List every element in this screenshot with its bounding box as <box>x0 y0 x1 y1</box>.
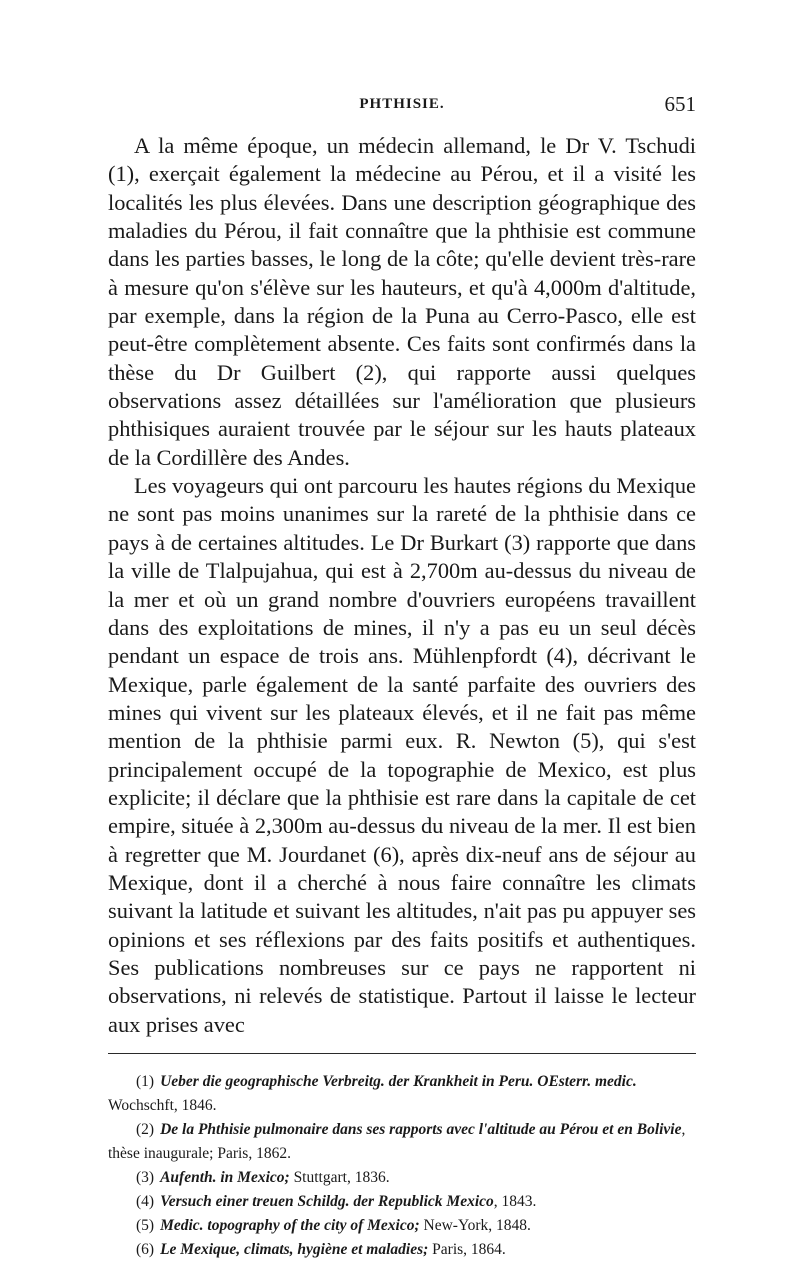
footnote-number: (3) <box>136 1169 155 1186</box>
footnote-title: Le Mexique, climats, hygiène et maladies; <box>160 1241 429 1258</box>
footnote-number: (5) <box>136 1217 155 1234</box>
footnotes <box>108 1070 696 1262</box>
footnote-details: Stuttgart, 1836. <box>289 1169 390 1186</box>
footnote-1 <box>108 1070 696 1118</box>
footnote-title: Medic. topography of the city of Mexico; <box>160 1217 420 1234</box>
running-title: PHTHISIE. <box>359 96 445 112</box>
footnote-5 <box>108 1214 696 1238</box>
footnote-number: (1) <box>136 1073 155 1090</box>
footnote-title: Aufenth. in Mexico; <box>160 1169 290 1186</box>
paragraph-2: Les voyageurs qui ont parcouru les hautes régions du Mexique ne sont pas moins unanimes sur la rareté de la phthisie dans ce pays à de certaines altitudes. Le Dr Burkart (3) rapporte que dans la ville de Tlalpujahua, qui est à 2,700m au-dessus du niveau de la mer et où un grand nombre d'ouvriers européens travaillent dans des exploitations de mines, il n'y a pas eu un seul décès pendant un espace de trois ans. Mühlenpfordt (4), décrivant le Mexique, parle également de la santé parfaite des ouvriers des mines qui vivent sur les plateaux élevés, et il ne fait pas même mention de la phthisie parmi eux. R. Newton (5), qui s'est principalement occupé de la topographie de Mexico, est plus explicite; il déclare que la phthisie est rare dans la capitale de cet empire, située à 2,300m au-dessus du niveau de la mer. Il est bien à regretter que M. Jourdanet (6), après dix-neuf ans de séjour au Mexique, dont il a cherché à nous faire connaître les climats suivant la latitude et suivant les altitudes, n'ait pas pu appuyer ses opinions et ses réflexions par des faits positifs et authentiques. Ses publications nombreuses sur ce pays ne rapportent ni observations, ni relevés de statistique. Partout il laisse le lecteur aux prises avec <box>108 473 696 1037</box>
footnote-details: Wochschft, 1846. <box>108 1097 217 1114</box>
footnote-title: De la Phthisie pulmonaire dans ses rapports avec l'altitude au Pérou et en Bolivie <box>160 1121 682 1138</box>
page-number: 651 <box>664 92 696 116</box>
footnote-2 <box>108 1118 696 1166</box>
footnote-title: Versuch einer treuen Schildg. der Republick Mexico <box>160 1193 494 1210</box>
footnote-number: (2) <box>136 1121 155 1138</box>
footnote-details: , thèse inaugurale; Paris, 1862. <box>108 1121 686 1162</box>
body-text <box>108 132 696 1039</box>
page-header <box>108 92 696 132</box>
footnote-number: (6) <box>136 1241 155 1258</box>
footnote-3 <box>108 1166 696 1190</box>
footnote-6 <box>108 1238 696 1262</box>
paragraph-1: A la même époque, un médecin allemand, le Dr V. Tschudi (1), exerçait également la médecine au Pérou, et il a visité les localités les plus élevées. Dans une description géographique des maladies du Pérou, il fait connaître que la phthisie est commune dans les parties basses, le long de la côte; qu'elle devient très-rare à mesure qu'on s'élève sur les hauteurs, et qu'à 4,000m d'altitude, par exemple, dans la région de la Puna au Cerro-Pasco, elle est peut-être complètement absente. Ces faits sont confirmés dans la thèse du Dr Guilbert (2), qui rapporte aussi quelques observations assez détaillées sur l'amélioration que plusieurs phthisiques auraient trouvée par le séjour sur les hauts plateaux de la Cordillère des Andes. <box>108 133 696 470</box>
footnote-title: Ueber die geographische Verbreitg. der Krankheit in Peru. OEsterr. medic. <box>160 1073 637 1090</box>
footnote-divider <box>108 1053 696 1054</box>
footnote-details: , 1843. <box>493 1193 537 1210</box>
footnote-number: (4) <box>136 1193 155 1210</box>
footnote-details: Paris, 1864. <box>428 1241 506 1258</box>
footnote-4 <box>108 1190 696 1214</box>
footnote-details: New-York, 1848. <box>419 1217 531 1234</box>
